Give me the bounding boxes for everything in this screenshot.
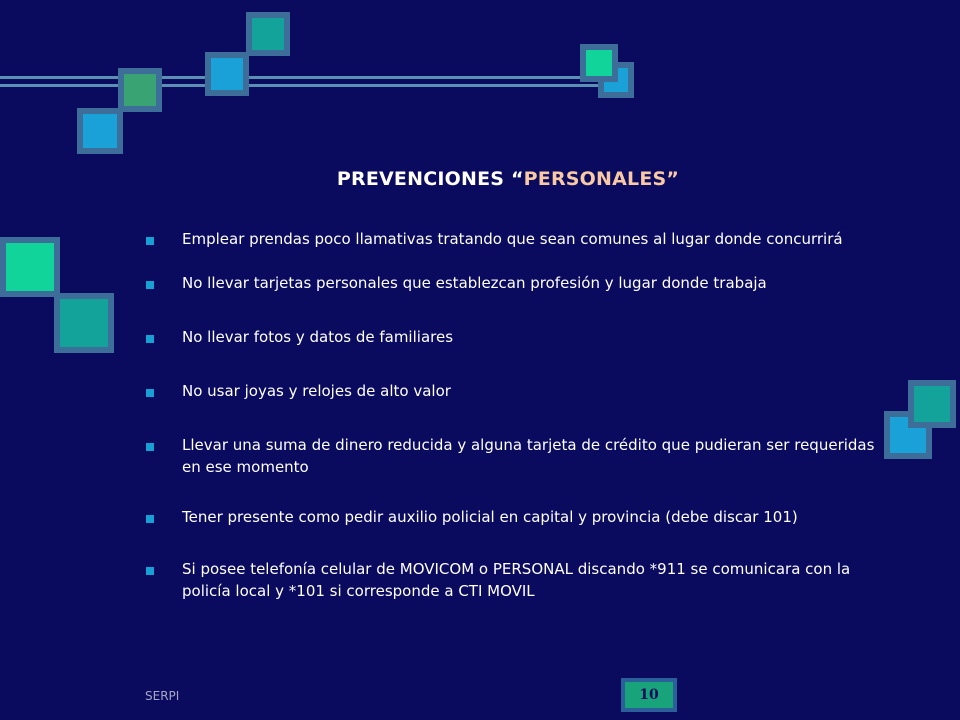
slide-title (0, 168, 960, 190)
decorative-square (580, 44, 618, 82)
decorative-square (54, 293, 114, 353)
bullet-item (146, 558, 886, 602)
bullet-text: Emplear prendas poco llamativas tratando que sean comunes al lugar donde concurrirá (182, 230, 843, 248)
decorative-square (246, 12, 290, 56)
bullet-square-icon (146, 281, 154, 289)
bullet-list (146, 228, 886, 602)
bullet-item (146, 272, 886, 294)
bullet-text: No llevar fotos y datos de familiares (182, 328, 454, 346)
bullet-item (146, 434, 886, 478)
bullet-item (146, 228, 886, 250)
decorative-square (908, 380, 956, 428)
decorative-square (77, 108, 123, 154)
footer-text: SERPI (145, 689, 180, 703)
bullet-item (146, 380, 886, 402)
bullet-square-icon (146, 237, 154, 245)
bullet-text: No usar joyas y relojes de alto valor (182, 382, 451, 400)
bullet-text: Si posee telefonía celular de MOVICOM o PERSONAL discando *911 se comunicara con la policía local y *101 si corresponde a CTI MOVIL (182, 560, 851, 600)
slide-title-prefix: PREVENCIONES “ (336, 168, 524, 190)
bullet-square-icon (146, 515, 154, 523)
bullet-square-icon (146, 389, 154, 397)
decorative-square (118, 68, 162, 112)
page-number: 10 (621, 678, 677, 712)
decorative-square (0, 237, 60, 297)
bullet-square-icon (146, 567, 154, 575)
slide-title-accent: PERSONALES” (523, 168, 680, 190)
bullet-square-icon (146, 335, 154, 343)
bullet-text: No llevar tarjetas personales que establezcan profesión y lugar donde trabaja (182, 274, 767, 292)
bullet-square-icon (146, 443, 154, 451)
bullet-text: Tener presente como pedir auxilio policial en capital y provincia (debe discar 101) (182, 508, 798, 526)
bullet-item (146, 506, 886, 528)
decorative-line-top-2 (0, 84, 630, 87)
decorative-square (205, 52, 249, 96)
decorative-line-top (0, 76, 600, 79)
bullet-text: Llevar una suma de dinero reducida y alguna tarjeta de crédito que pudieran ser requeridas en ese momento (182, 436, 875, 476)
bullet-item (146, 326, 886, 348)
